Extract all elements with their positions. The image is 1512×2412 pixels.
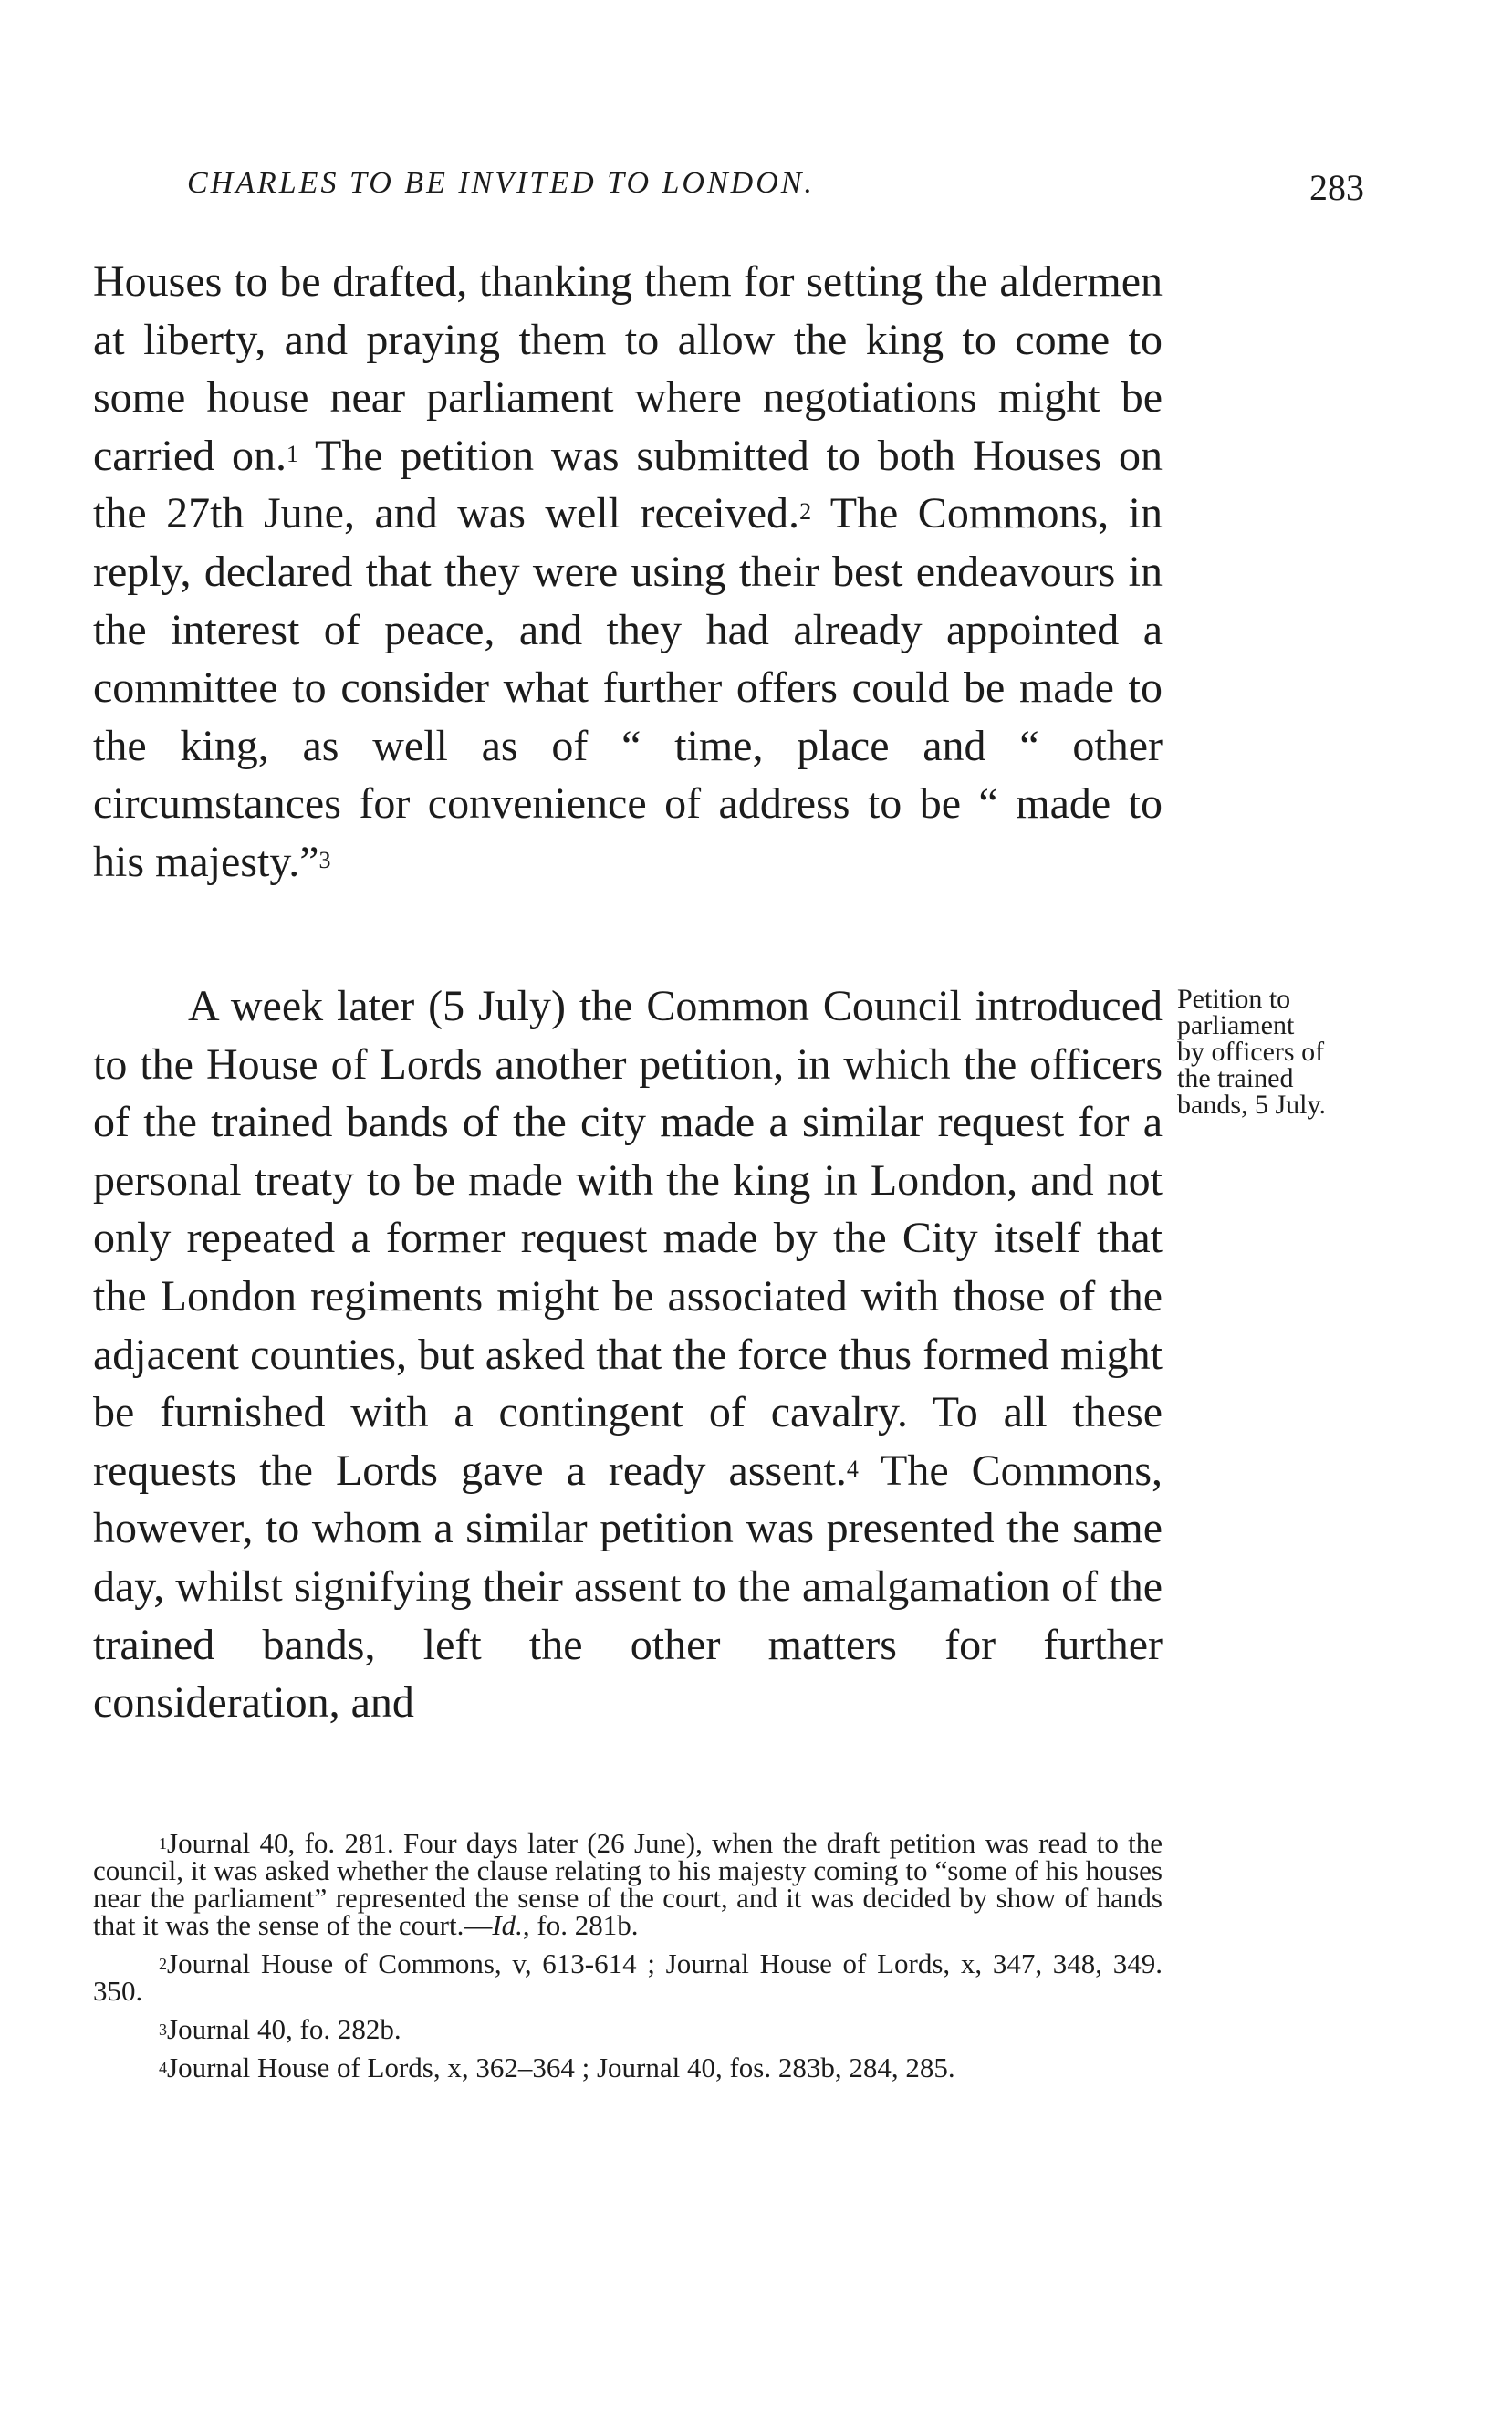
paragraph-text: The petition was submitted to both Houses on the 27th June, and was well received. (93, 431, 1163, 538)
footnote-mark: 1 (159, 1834, 167, 1853)
footnote-ref-2: 2 (799, 498, 812, 526)
footnote-text: , fo. 281b. (522, 1909, 639, 1941)
paragraph-text: A week later (5 July) the Common Council introduced to the House of Lords another petition, in which the officers of the trained bands of the city made a similar request for a personal treaty to be made with the king in London, and not only repeated a former request made by the City itself that the London regiments might be associated with those of the adjacent counties, but asked that the force thus formed might be furnished with a contingent of cavalry. To all these requests the Lords gave a ready assent. (93, 982, 1163, 1495)
paragraph-text: Houses to be drafted, thanking them for setting the aldermen at liberty, and praying them to allow the king to come to some house near parliament where negotiations might be carried on. (93, 257, 1163, 480)
page-number: 283 (1309, 167, 1364, 208)
footnote-3 (93, 2013, 1163, 2045)
footnote-mark: 2 (159, 1955, 167, 1973)
footnote-2 (93, 1947, 1163, 2007)
footnote-italic: Id. (492, 1909, 523, 1941)
footnote-text: Journal House of Commons, v, 613-614 ; Journal House of Lords, x, 347, 348, 349. 350. (93, 1947, 1163, 2007)
paragraph-1 (93, 253, 1163, 892)
footnote-text: Journal House of Lords, x, 362–364 ; Journal 40, fos. 283b, 284, 285. (167, 2052, 955, 2083)
paragraph-text: The Commons, however, to whom a similar petition was presented the same day, whilst signifying their assent to the amalgamation of the trained bands, left the other matters for further consideration, and (93, 1446, 1163, 1728)
paragraph-text: The Commons, in reply, declared that they were using their best endeavours in the interest of peace, and they had already appointed a committee to consider what further offers could be made to the king, as well as of “ time, place and “ other circumstances for convenience of address to be “ made to his majesty.” (93, 489, 1163, 886)
footnote-ref-3: 3 (318, 846, 331, 873)
footnote-text: Journal 40, fo. 282b. (167, 2013, 401, 2045)
footnote-1 (93, 1827, 1163, 1941)
footnote-4 (93, 2054, 1163, 2082)
marginal-note: Petition to parliament by officers of the trained bands, 5 July. (1177, 984, 1327, 1120)
footnote-ref-1: 1 (287, 440, 299, 467)
footnote-mark: 3 (159, 2020, 167, 2039)
running-title: CHARLES TO BE INVITED TO LONDON. (187, 166, 815, 200)
paragraph-2 (93, 977, 1163, 1732)
footnote-ref-4: 4 (846, 1455, 859, 1482)
footnote-mark: 4 (159, 2059, 167, 2077)
footnotes (93, 1827, 1163, 2093)
footnote-text: Journal 40, fo. 281. Four days later (26 June), when the draft petition was read to the council, it was asked whether the clause relating to his majesty coming to “some of his houses near the parliament” represented the sense of the court, and it was decided by show of hands that it was the sense of the court.— (93, 1827, 1163, 1941)
